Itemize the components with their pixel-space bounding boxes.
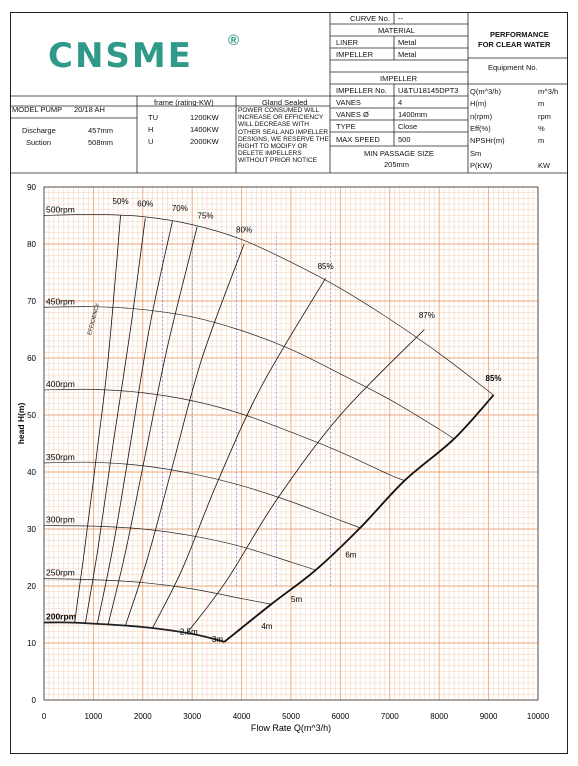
x-tick-label: 0 [41,712,47,721]
y-tick-label: 50 [27,411,36,420]
performance-subtitle: FOR CLEAR WATER [478,40,551,49]
impeller-material-value: Metal [398,50,417,59]
npsh-label: 6m [345,550,357,560]
y-tick-label: 60 [27,354,36,363]
speed-curve-label: 500rpm [46,204,75,215]
speed-curve-label: 400rpm [46,378,75,389]
y-axis-label: head H(m) [16,402,26,445]
x-tick-label: 10000 [526,712,550,721]
unit-label: H(m) [470,99,487,109]
impeller-no-label: IMPELLER No. [336,86,387,95]
npsh-label: 3m [211,634,224,644]
x-tick-label: 9000 [479,712,498,721]
min-passage-value: 205mm [384,160,410,169]
material-label: MATERIAL [378,26,415,35]
x-tick-label: 6000 [331,712,350,721]
suction-label: Suction [26,138,52,147]
x-axis-label: Flow Rate Q(m^3/h) [250,723,332,733]
suction-value: 508mm [88,138,114,147]
y-tick-label: 20 [27,582,36,591]
chart-grid [44,187,538,700]
discharge-label: Discharge [22,126,56,135]
curve-no-value: -- [398,14,403,23]
unit-value: m^3/h [538,87,559,96]
impeller-no-value: U&TU18145DPT3 [398,86,459,95]
vanes-value: 4 [398,98,403,107]
efficiency-curve [153,278,326,627]
efficiency-label: 75% [197,211,214,221]
unit-value: rpm [538,111,551,121]
gland-label: Gland Sealed [262,98,308,107]
performance-title: PERFORMANCE [490,30,549,39]
unit-label: n(rpm) [470,111,493,121]
unit-value: m [538,99,545,109]
frame-label: frame (rating-KW) [154,98,214,107]
frame-kw: 1200KW [190,113,219,122]
model-pump-value: 20/18 AH [74,105,105,114]
type-label: TYPE [336,122,356,131]
notice-text: POWER CONSUMED WILL INCREASE OR EFFICIENCY WILL DECREASE WITH OTHER SEAL AND IMPELLER DESIGNS, WE RESERVE THE RIGHT TO MODIFY OR DELETE IMPELLERS WITHOUT PRIOR NOTICE [238,107,329,165]
type-value: Close [398,122,418,131]
npsh-label: 2.5m [179,627,198,637]
vanes-label: VANES [336,98,361,107]
vanes-diameter-label: VANES Ø [336,110,369,119]
liner-label: LINER [336,38,359,47]
company-logo: CNSME [48,36,193,76]
frame-name: TU [148,113,158,122]
discharge-value: 457mm [88,126,114,135]
max-speed-label: MAX SPEED [336,135,380,144]
unit-value: % [538,123,545,133]
efficiency-label: 50% [112,197,129,207]
y-tick-label: 90 [27,183,36,192]
frame-kw: 2000KW [190,137,219,146]
equipment-no-label: Equipment No. [488,63,538,72]
x-tick-label: 1000 [84,712,103,721]
speed-curve-label: 450rpm [46,296,75,307]
efficiency-label: 85% [317,262,334,272]
x-tick-label: 4000 [232,712,251,721]
y-tick-label: 10 [27,639,36,648]
speed-curve-label: 200rpm [46,611,77,622]
y-tick-label: 70 [27,297,36,306]
unit-label: Q(m^3/h) [470,87,502,96]
speed-curve-label: 250rpm [46,567,75,578]
efficiency-curve [75,216,121,623]
efficiency-label: 80% [236,225,253,235]
unit-value: m [538,136,545,146]
efficiency-label: 87% [418,311,435,321]
x-tick-label: 7000 [380,712,399,721]
unit-label: Eff(%) [470,123,491,133]
speed-curve [44,214,494,395]
min-passage-label: MIN PASSAGE SIZE [364,149,434,158]
efficiency-word: EFFICIENCY [87,302,102,336]
unit-label: Sm [470,148,482,158]
efficiency-label: 60% [137,199,154,209]
npsh-label: 4m [261,621,273,631]
npsh-label: 5m [291,594,303,604]
x-tick-label: 3000 [183,712,202,721]
frame-name: U [148,137,154,146]
unit-label: NPSHr(m) [470,136,505,146]
model-pump-label: MODEL PUMP [12,105,63,114]
x-tick-label: 8000 [430,712,449,721]
x-tick-label: 2000 [133,712,152,721]
unit-label: P(KW) [470,160,493,170]
frame-kw: 1400KW [190,125,219,134]
registered-mark-icon: ® [228,32,240,49]
y-tick-label: 80 [27,240,36,249]
x-tick-label: 5000 [282,712,300,721]
vanes-diameter-value: 1400mm [398,110,428,119]
impeller-section-label: IMPELLER [380,74,418,83]
liner-value: Metal [398,38,417,47]
y-tick-label: 40 [27,468,36,477]
y-tick-label: 0 [31,696,36,705]
curve-no-label: CURVE No. [350,14,390,23]
efficiency-label: 70% [171,203,188,213]
efficiency-label: 85% [485,373,502,383]
speed-curve-label: 300rpm [46,514,75,525]
impeller-material-label: IMPELLER [336,50,374,59]
frame-name: H [148,125,154,134]
y-tick-label: 30 [27,525,36,534]
max-speed-value: 500 [398,135,411,144]
speed-curve [44,307,454,439]
unit-value: KW [538,160,551,170]
speed-curve-label: 350rpm [46,451,75,462]
